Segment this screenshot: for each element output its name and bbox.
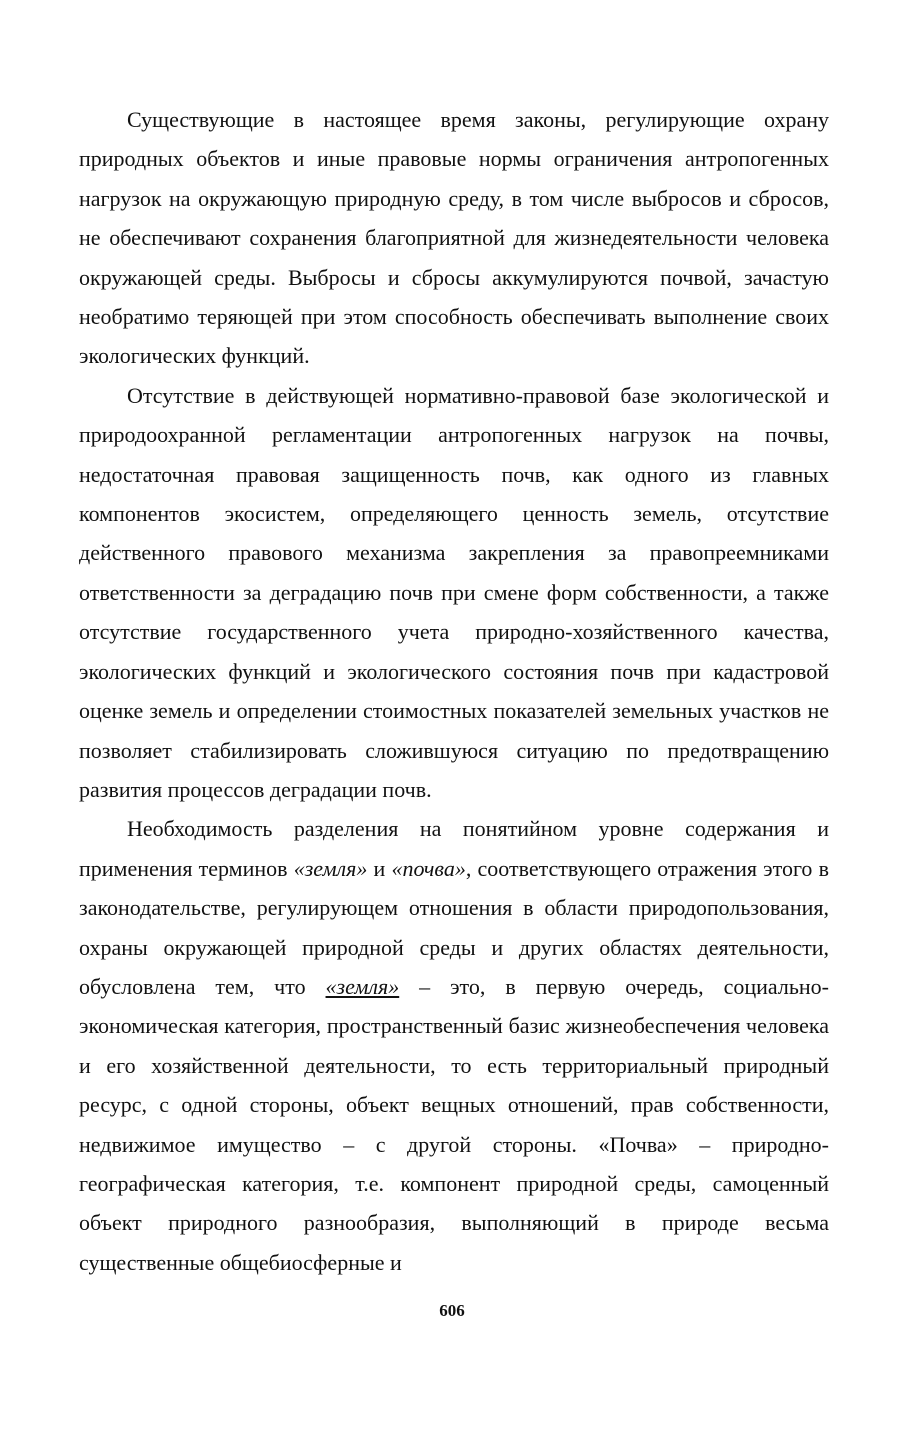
paragraph-3-part-1: Необходимость разделения на понятийном уровне содержания и применения терминов <box>79 816 829 881</box>
term-pochva: «почва» <box>391 855 466 881</box>
term-zemlya-underlined: «земля» <box>325 973 400 999</box>
text-body <box>79 100 829 1282</box>
page-number: 606 <box>439 1301 465 1320</box>
paragraph-1: Существующие в настоящее время законы, регулирующие охрану природных объектов и иные правовые нормы ограничения антропогенных нагрузок на окружающую природную среду, в том числе выбросов и сбросов, не обеспечивают сохранения благоприятной для жизнедеятельности человека окружающей среды. Выбросы и сбросы аккумулируются почвой, зачастую необратимо теряющей при этом способность обеспечивать выполнение своих экологических функций. <box>79 107 829 369</box>
paragraph-3-part-3: , соответствующего отражения этого в законодательстве, регулирующем отношения в области природопользования, охраны окружающей природной среды и других областях деятельности, обусловлена тем, что <box>79 855 829 999</box>
paragraph-3-part-2: и <box>367 855 392 881</box>
paragraph-2: Отсутствие в действующей нормативно-правовой базе экологической и природоохранной регламентации антропогенных нагрузок на почвы, недостаточная правовая защищенность почв, как одного из главных компонентов экосистем, определяющего ценность земель, отсутствие действенного правового механизма закрепления за правопреемниками ответственности за деградацию почв при смене форм собственности, а также отсутствие государственного учета природно-хозяйственного качества, экологических функций и экологического состояния почв при кадастровой оценке земель и определении стоимостных показателей земельных участков не позволяет стабилизировать сложившуюся ситуацию по предотвращению развития процессов деградации почв. <box>79 382 829 802</box>
paragraph-3 <box>79 809 829 1282</box>
paragraph-3-part-4: – это, в первую очередь, социально-экономическая категория, пространственный базис жизнеобеспечения человека и его хозяйственной деятельности, то есть территориальный природный ресурс, с одной стороны, объект вещных отношений, прав собственности, недвижимое имущество – с другой стороны. «Почва» – природно-географическая категория, т.е. компонент природной среды, самоценный объект природного разнообразия, выполняющий в природе весьма существенные общебиосферные и <box>79 973 830 1275</box>
term-zemlya: «земля» <box>293 855 368 881</box>
